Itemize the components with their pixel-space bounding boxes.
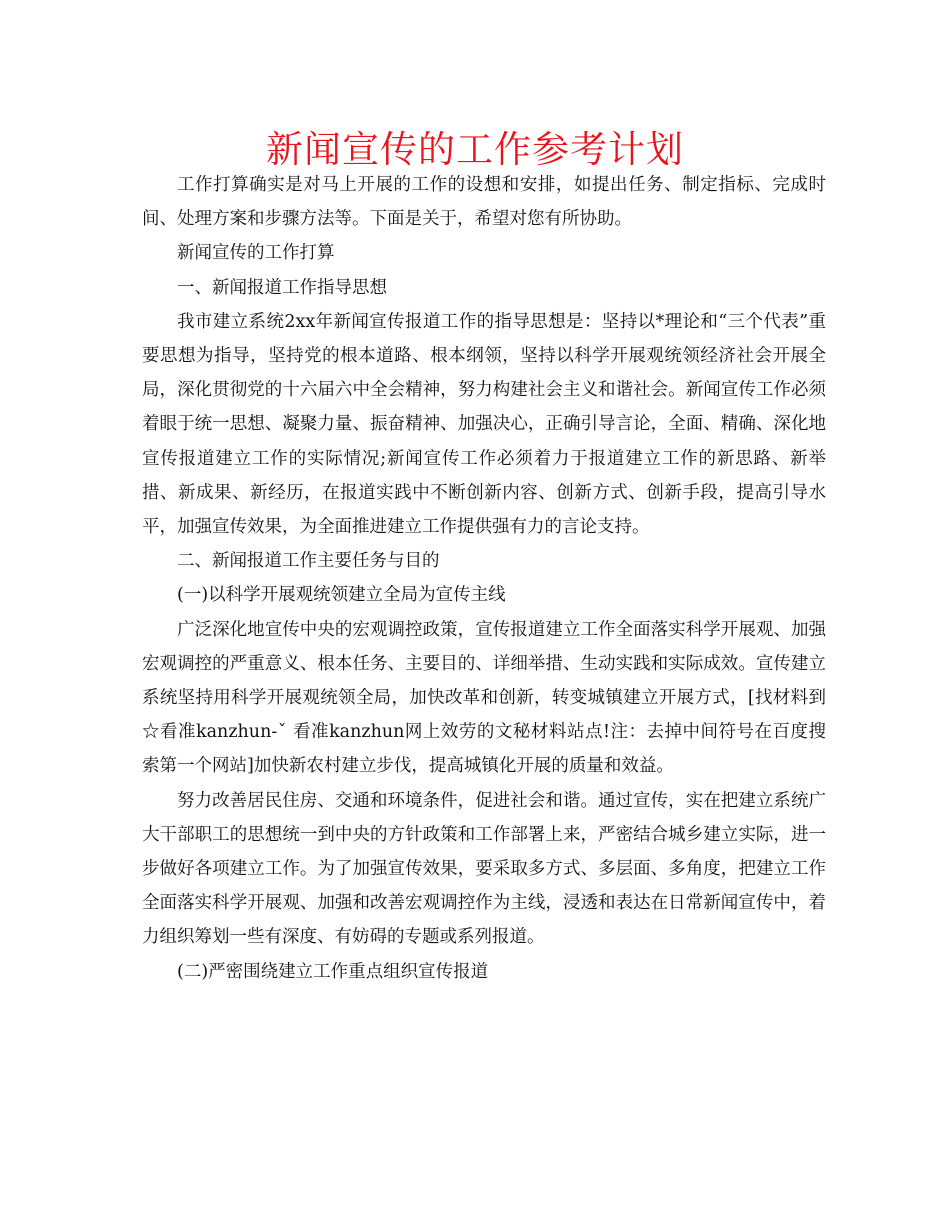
paragraph-intro: 工作打算确实是对马上开展的工作的设想和安排，如提出任务、制定指标、完成时间、处理方案和步骤方法等。下面是关于，希望对您有所协助。 xyxy=(142,175,826,230)
paragraph-living-conditions: 努力改善居民住房、交通和环境条件，促进社会和谐。通过宣传，实在把建立系统广大干部职工的思想统一到中央的方针政策和工作部署上来，严密结合城乡建立实际，进一步做好各项建立工作。为了加强宣传效果，要采取多方式、多层面、多角度，把建立工作全面落实科学开展观、加强和改善宏观调控作为主线，浸透和表达在日常新闻宣传中，着力组织筹划一些有深度、有妨碍的专题或系列报道。 xyxy=(142,790,826,948)
paragraph-macro-policy: 广泛深化地宣传中央的宏观调控政策，宣传报道建立工作全面落实科学开展观、加强宏观调控的严重意义、根本任务、主要目的、详细举措、生动实践和实际成效。宣传建立系统坚持用科学开展观统领全局，加快改革和创新，转变城镇建立开展方式，[找材料到☆看准kanzhun-ˇ 看准kanzhun网上效劳的文秘材料站点!注：去掉中间符号在百度搜索第一个网站]加快新农村建立步伐，提高城镇化开展的质量和效益。 xyxy=(142,619,826,777)
document-body xyxy=(142,168,826,989)
section-heading-1: 一、新闻报道工作指导思想 xyxy=(177,277,387,298)
document-title: 新闻宣传的工作参考计划 xyxy=(266,128,684,171)
subsection-heading-1: (一)以科学开展观统领建立全局为宣传主线 xyxy=(177,585,506,606)
subsection-heading-2: (二)严密围绕建立工作重点组织宣传报道 xyxy=(177,961,489,982)
paragraph-guiding-thought: 我市建立系统2xx年新闻宣传报道工作的指导思想是：坚持以*理论和“三个代表”重要思想为指导，坚持党的根本道路、根本纲领，坚持以科学开展观统领经济社会开展全局，深化贯彻党的十六届六中全会精神，努力构建社会主义和谐社会。新闻宣传工作必须着眼于统一思想、凝聚力量、振奋精神、加强决心，正确引导言论，全面、精确、深化地宣传报道建立工作的实际情况;新闻宣传工作必须着力于报道建立工作的新思路、新举措、新成果、新经历，在报道实践中不断创新内容、创新方式、创新手段，提高引导水平，加强宣传效果，为全面推进建立工作提供强有力的言论支持。 xyxy=(142,311,826,538)
paragraph-plan-heading: 新闻宣传的工作打算 xyxy=(177,243,335,264)
section-heading-2: 二、新闻报道工作主要任务与目的 xyxy=(177,551,440,572)
